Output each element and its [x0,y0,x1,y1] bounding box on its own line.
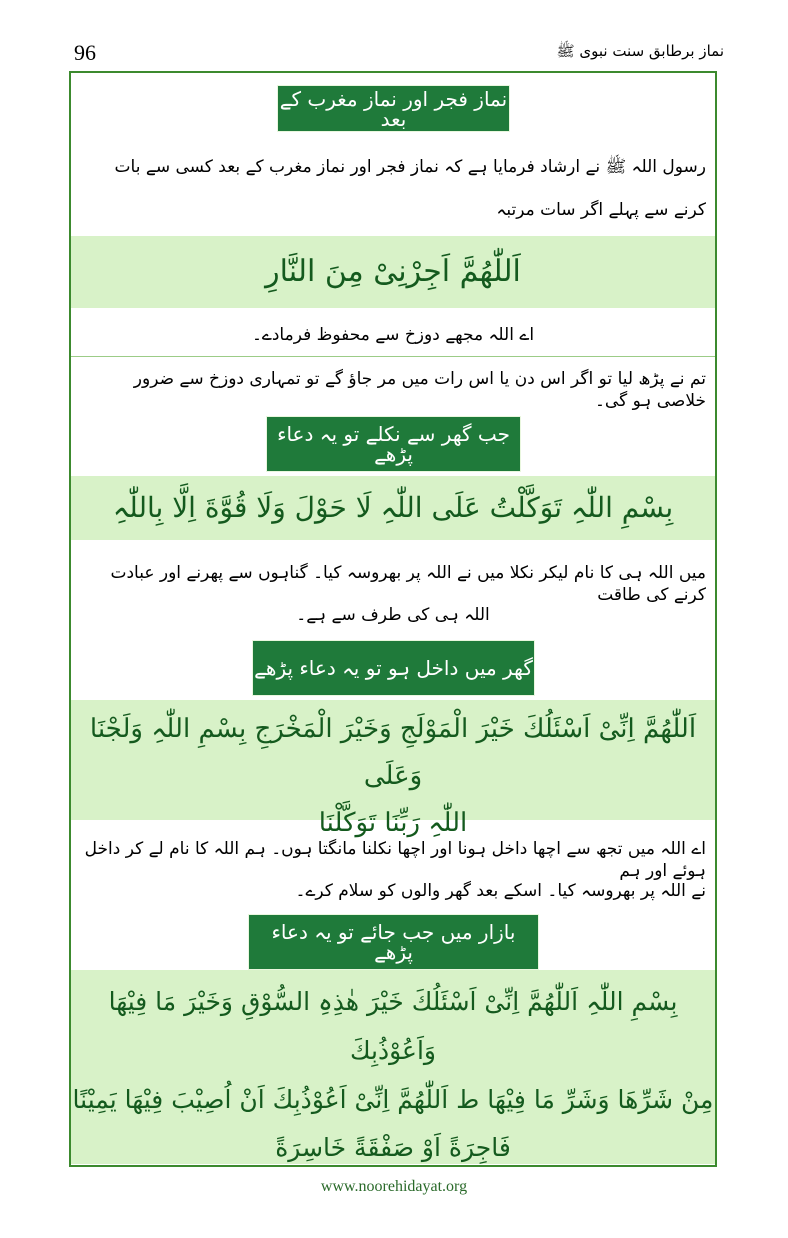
dua-translation-continued: اللہ ہی کی طرف سے ہے۔ [296,605,490,625]
dua-translation-continued: نے اللہ پر بھروسہ کیا۔ اسکے بعد گھر والوں کو سلام کرے۔ [295,881,706,901]
arabic-dua-line: اَللّٰھُمَّ اِنِّیْ اَسْئَلُكَ خَیْرَ الْمَوْلَجِ وَخَیْرَ الْمَخْرَجِ بِسْمِ اللّٰہِ وَلَجْنَا وَعَلَی [89,714,697,791]
arabic-dua-line: اَللّٰھُمَّ اَجِرْنِیْ مِنَ النَّارِ [265,254,521,289]
footer-website-url[interactable]: www.noorehidayat.org [320,1178,468,1195]
dua-translation: اے اللہ میں تجھ سے اچھا داخل ہونا اور اچھا نکلنا مانگتا ہوں۔ ہم اللہ کا نام لے کر داخل ہوئے اور ہم [84,839,706,882]
arabic-dua-line: بِسْمِ اللّٰہِ تَوَکَّلْتُ عَلَی اللّٰہِ لَا حَوْلَ وَلَا قُوَّةَ اِلَّا بِاللّٰہِ [112,491,674,524]
section-heading-leaving-home: جب گھر سے نکلے تو یہ دعاء پڑھے [266,416,521,472]
arabic-dua-line: فَاجِرَةً اَوْ صَفْقَةً خَاسِرَةً [275,1133,511,1163]
arabic-dua-line: اللّٰہِ رَبِّنَا تَوَكَّلْنَا [318,807,468,838]
arabic-dua-band [71,236,715,308]
page-number: 96 [74,40,96,65]
arabic-dua-band [71,476,715,540]
divider [71,356,715,357]
section-heading-entering-home: گھر میں داخل ہو تو یہ دعاء پڑھے [252,640,535,696]
dua-translation: اے اللہ مجھے دوزخ سے محفوظ فرمادے۔ [251,325,535,345]
dua-note: تم نے پڑھ لیا تو اگر اس دن یا اس رات میں مر جاؤ گے تو تمہاری دوزخ سے ضرور خلاصی ہو گی۔ [133,369,706,412]
arabic-dua-line: مِنْ شَرِّھَا وَشَرِّ مَا فِیْھَا ط اَللّٰھُمَّ اِنِّیْ اَعُوْذُبِكَ اَنْ اُصِیْبَ فِیْھَا یَمِیْنًا [72,1084,714,1114]
dua-translation: میں اللہ ہی کا نام لیکر نکلا میں نے اللہ پر بھروسہ کیا۔ گناہوں سے پھرنے اور عبادت کرنے کی طاقت [110,563,706,606]
arabic-dua-band [71,700,715,838]
section-intro: رسول اللہ ﷺ نے ارشاد فرمایا ہے کہ نماز فجر اور نماز مغرب کے بعد کسی سے بات [114,157,706,177]
arabic-dua-line: بِسْمِ اللّٰہِ اَللّٰھُمَّ اِنِّیْ اَسْئَلُكَ خَیْرَ ھٰذِہِ السُّوْقِ وَخَیْرَ مَا فِیْھَا وَاَعُوْذُبِكَ [108,987,678,1065]
running-header: نماز برطابق سنت نبوی ﷺ [556,42,724,60]
section-intro-continued: کرنے سے پہلے اگر سات مرتبہ [496,200,706,220]
section-heading-market: بازار میں جب جائے تو یہ دعاء پڑھے [248,914,539,970]
arabic-dua-band [71,970,715,1164]
section-heading-fajr-maghrib: نماز فجر اور نماز مغرب کے بعد [277,85,510,132]
